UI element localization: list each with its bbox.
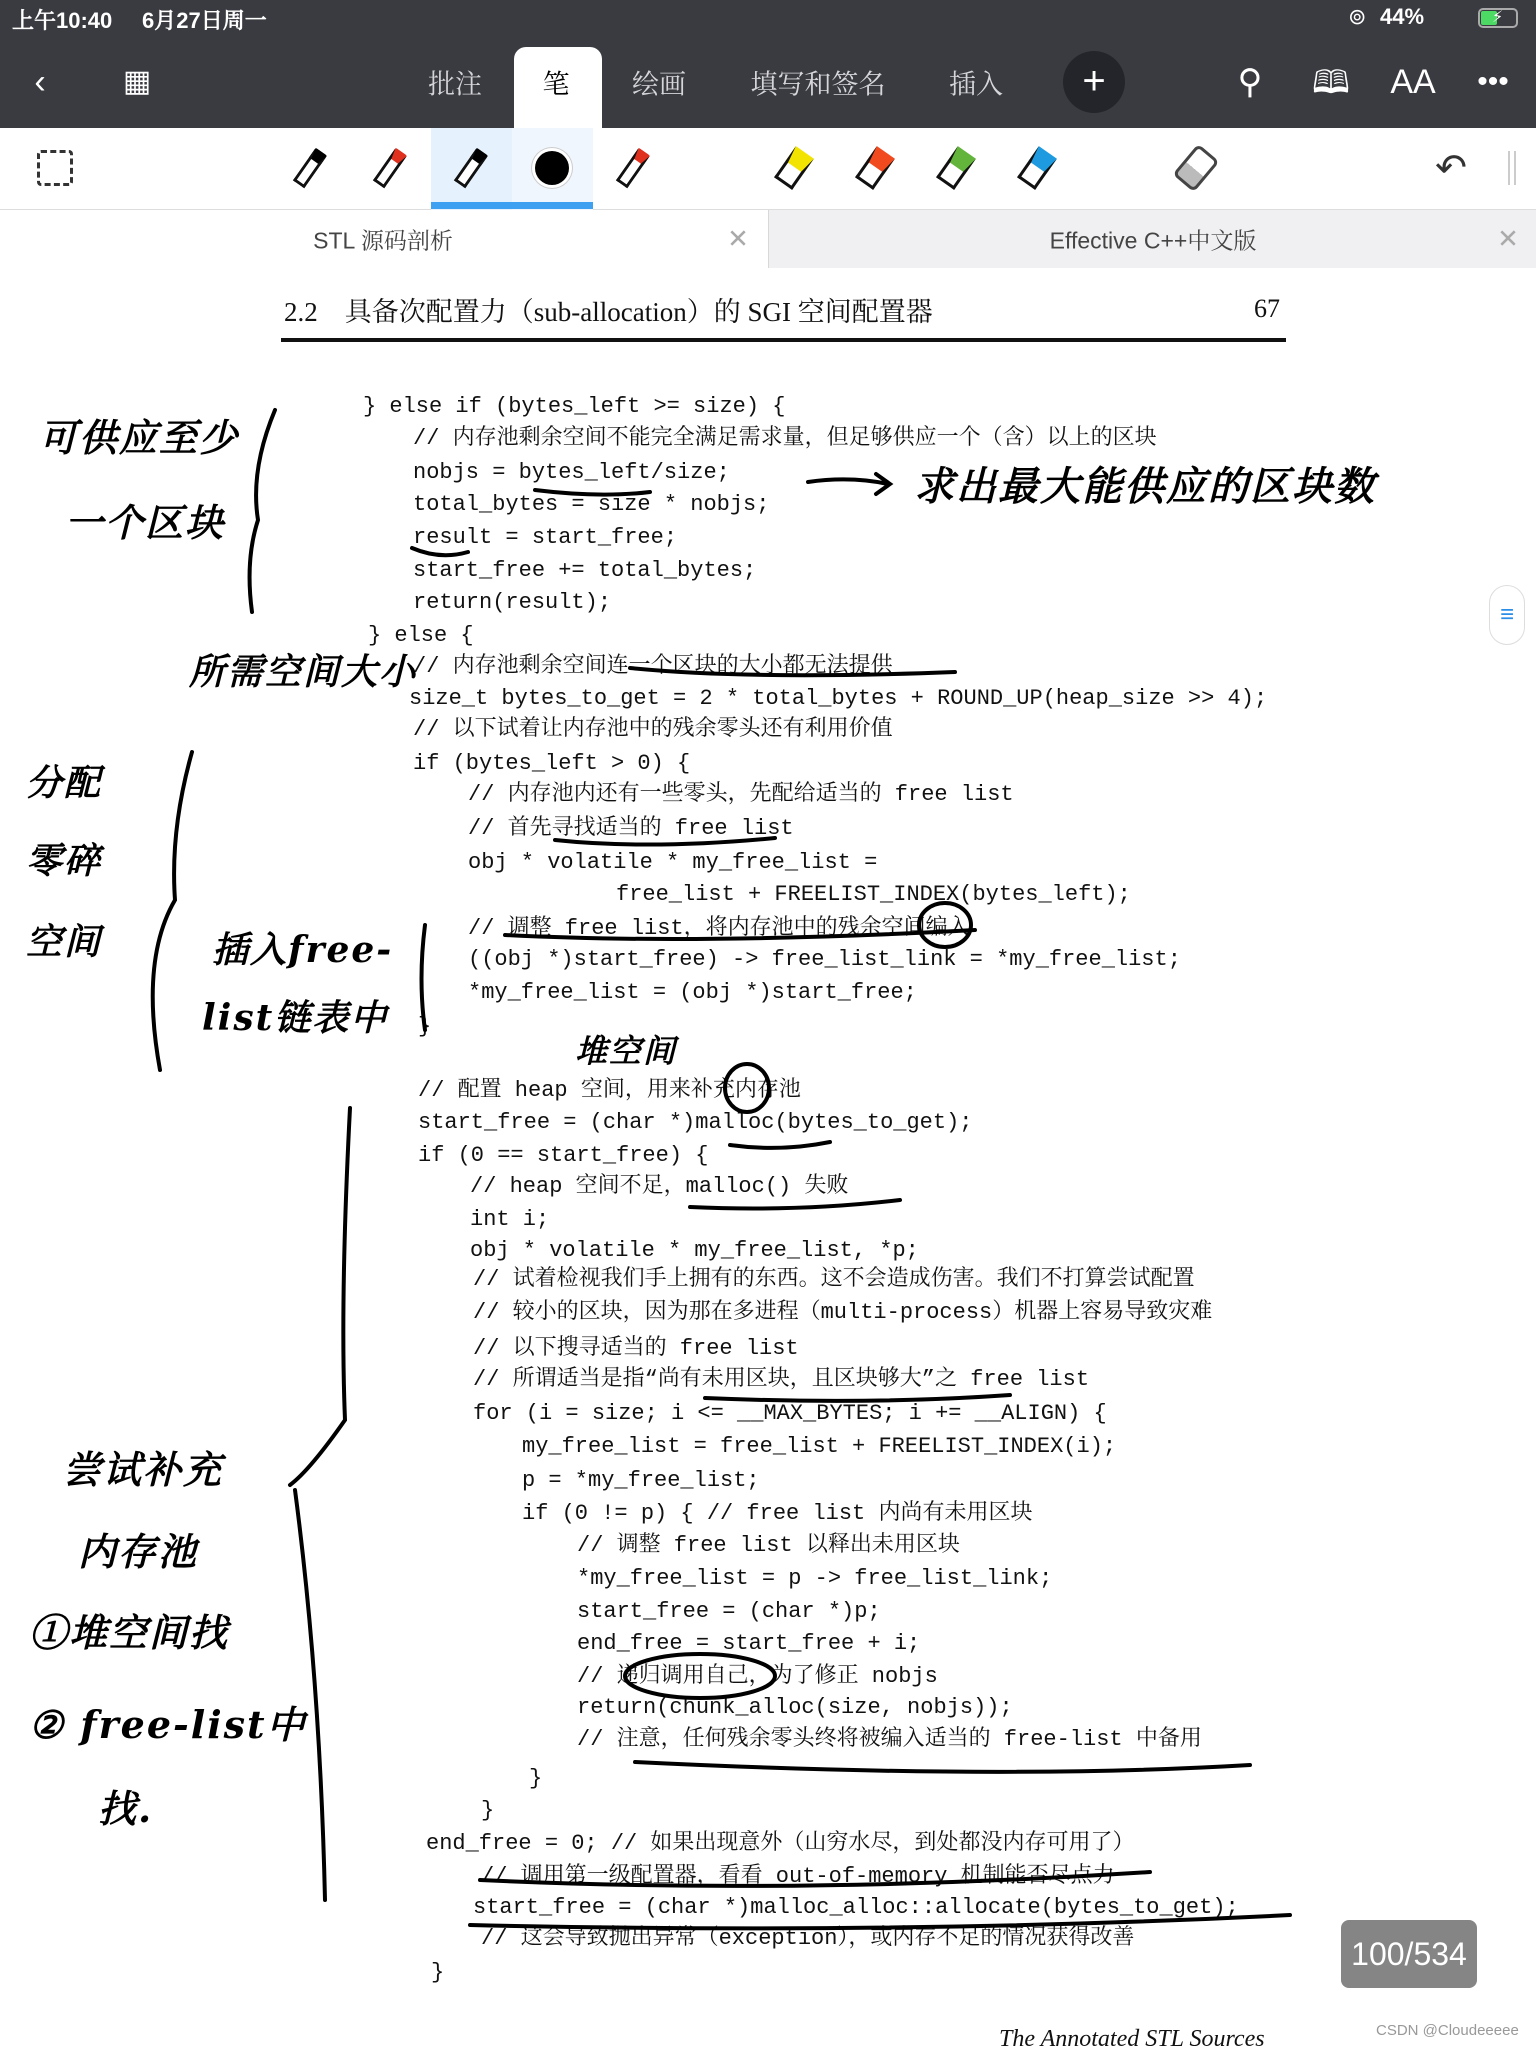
back-icon[interactable]: ‹ (34, 63, 46, 101)
code-line: // 所谓适当是指“尚有未用区块，且区块够大”之 free list (473, 1367, 1090, 1392)
handwritten-note: 尝试补充 (63, 1447, 224, 1492)
code-line: obj * volatile * my_free_list = (468, 850, 878, 875)
code-line: // 这会导致抛出异常（exception），或内存不足的情况获得改善 (481, 1926, 1135, 1951)
code-line: } (431, 1960, 445, 1985)
code-line: } else { (368, 623, 474, 648)
underline-stroke (412, 548, 468, 555)
code-line: obj * volatile * my_free_list, *p; (470, 1238, 919, 1263)
code-line: // 较小的区块，因为那在多进程（multi-process）机器上容易导致灾难 (473, 1300, 1213, 1325)
code-line: // 内存池内还有一些零头，先配给适当的 free list (468, 782, 1014, 807)
underline-stroke (470, 1915, 1290, 1928)
battery-icon: ⚡ (1478, 8, 1518, 28)
code-line: p = *my_free_list; (522, 1468, 760, 1493)
code-line: ((obj *)start_free) -> free_list_link = *my_free_list; (468, 947, 1181, 972)
code-line: } (418, 1014, 432, 1039)
code-line: int i; (470, 1207, 550, 1232)
code-line: *my_free_list = (obj *)start_free; (468, 980, 917, 1005)
code-line: if (0 == start_free) { (418, 1143, 709, 1168)
handwritten-note: 找. (98, 1786, 154, 1831)
handwritten-note: ② free-list中 (29, 1702, 307, 1747)
code-line: result = start_free; (413, 525, 678, 550)
code-line: start_free += total_bytes; (413, 558, 757, 583)
code-line: // 递归调用自己，为了修正 nobjs (577, 1664, 938, 1689)
code-line: } (481, 1798, 495, 1823)
code-line: } (529, 1766, 543, 1791)
code-line: start_free = (char *)p; (577, 1599, 881, 1624)
code-line: // heap 空间不足，malloc() 失败 (470, 1174, 849, 1199)
circle-stroke (725, 1064, 769, 1112)
code-line: *my_free_list = p -> free_list_link; (577, 1566, 1053, 1591)
side-panel-handle-icon[interactable]: ≡ (1489, 585, 1525, 645)
handwritten-note: 求出最大能供应的区块数 (914, 463, 1376, 510)
more-icon[interactable]: ••• (1477, 65, 1509, 98)
code-line: } else if (bytes_left >= size) { (363, 394, 786, 419)
handwritten-note: list链表中 (202, 997, 389, 1039)
status-time: 上午10:40 (12, 8, 113, 33)
code-line: if (bytes_left > 0) { (413, 751, 691, 776)
handwritten-note: 内存池 (78, 1529, 199, 1574)
underline-stroke (630, 668, 955, 675)
brace-stroke (153, 752, 192, 1070)
code-line: // 内存池剩余空间连一个区块的大小都无法提供 (413, 654, 893, 679)
page-number: 67 (1254, 294, 1280, 323)
handwritten-note: 零碎 (26, 840, 103, 882)
underline-stroke (555, 838, 775, 845)
code-line: // 以下搜寻适当的 free list (473, 1336, 799, 1361)
tab-insert[interactable]: 插入 (949, 69, 1003, 100)
code-line: for (i = size; i <= __MAX_BYTES; i += __ALIGN) { (473, 1401, 1107, 1426)
code-line: if (0 != p) { // free list 内尚有未用区块 (522, 1501, 1033, 1526)
circle-stroke (919, 903, 971, 947)
code-line: // 注意，任何残余零头终将被编入适当的 free-list 中备用 (577, 1727, 1202, 1752)
page-counter: 100/534 (1341, 1920, 1477, 1988)
code-line: // 首先寻找适当的 free list (468, 816, 794, 841)
handwritten-note: 堆空间 (575, 1032, 678, 1070)
handwritten-note: ①堆空间找 (29, 1610, 230, 1655)
code-line: return(chunk_alloc(size, nobjs)); (577, 1695, 1013, 1720)
code-line: // 试着检视我们手上拥有的东西。这不会造成伤害。我们不打算尝试配置 (473, 1267, 1195, 1292)
underline-stroke (480, 1872, 1150, 1886)
code-line: // 内存池剩余空间不能完全满足需求量，但足够供应一个（含）以上的区块 (413, 426, 1157, 451)
tab-pen[interactable]: 笔 (542, 69, 570, 100)
text-size-icon[interactable]: AA (1390, 63, 1436, 101)
handwritten-note: 插入free- (212, 929, 394, 971)
handwritten-note: 所需空间大小 (189, 651, 418, 693)
page-footer: The Annotated STL Sources (999, 2026, 1265, 2052)
link-icon: ⊚ (1348, 4, 1367, 29)
tab-fill-sign[interactable]: 填写和签名 (750, 69, 886, 100)
tab-draw[interactable]: 绘画 (632, 69, 686, 100)
code-line: // 调用第一级配置器，看看 out-of-memory 机制能否尽点力 (481, 1864, 1115, 1889)
underline-stroke (730, 1142, 830, 1148)
battery-percent: 44% (1380, 4, 1425, 29)
underline-stroke (505, 930, 975, 939)
code-line: // 以下试着让内存池中的残余零头还有利用价值 (413, 717, 893, 742)
add-icon[interactable]: + (1063, 51, 1125, 113)
brace-stroke (422, 925, 426, 1030)
underline-stroke (705, 1395, 1010, 1401)
handwritten-note: 分配 (26, 762, 103, 804)
code-line: start_free = (char *)malloc_alloc::allocate(bytes_to_get); (473, 1895, 1239, 1920)
doc-tab-label: Effective C++中文版 (1049, 227, 1257, 254)
close-icon[interactable]: ✕ (1497, 223, 1519, 254)
tab-annotate[interactable]: 批注 (428, 69, 482, 100)
handwritten-note: 空间 (26, 921, 103, 963)
code-line: free_list + FREELIST_INDEX(bytes_left); (616, 882, 1131, 907)
close-icon[interactable]: ✕ (727, 223, 749, 254)
code-line: end_free = 0; // 如果出现意外（山穷水尽，到处都没内存可用了） (426, 1831, 1135, 1856)
watermark: CSDN @Cloudeeeee (1376, 2022, 1519, 2039)
code-line: // 调整 free list，将内存池中的残余空间编入 (468, 916, 970, 941)
underline-stroke (690, 1200, 900, 1208)
circle-stroke (625, 1654, 775, 1698)
undo-icon[interactable]: ↶ (1435, 147, 1467, 190)
search-icon[interactable]: ⚲ (1237, 63, 1263, 101)
code-line: return(result); (413, 590, 612, 615)
code-line: end_free = start_free + i; (577, 1631, 921, 1656)
handwritten-note: 可供应至少 (39, 415, 240, 460)
doc-tab-label: STL 源码剖析 (313, 227, 453, 254)
code-line: total_bytes = size * nobjs; (413, 492, 770, 517)
underline-stroke (535, 490, 650, 495)
status-date: 6月27日周一 (142, 8, 267, 33)
code-line: // 配置 heap 空间，用来补充内存池 (418, 1078, 801, 1103)
code-line: nobjs = bytes_left/size; (413, 460, 730, 485)
code-line: // 调整 free list 以释出未用区块 (577, 1533, 960, 1558)
underline-stroke (635, 1762, 1250, 1772)
code-line: start_free = (char *)malloc(bytes_to_get); (418, 1110, 973, 1135)
code-line: my_free_list = free_list + FREELIST_INDEX(i); (522, 1434, 1117, 1459)
grid-icon[interactable]: ▦ (122, 65, 152, 98)
page-header-title: 2.2 具备次配置力（sub-allocation）的 SGI 空间配置器 (284, 297, 933, 327)
book-icon[interactable]: 🕮 (1312, 64, 1350, 100)
handwritten-note: 一个区块 (65, 500, 226, 545)
brace-stroke (250, 410, 275, 612)
brace-stroke (295, 1490, 325, 1900)
brace-stroke (290, 1108, 350, 1485)
code-line: size_t bytes_to_get = 2 * total_bytes + ROUND_UP(heap_size >> 4); (409, 686, 1268, 711)
arrow-stroke (808, 474, 890, 494)
